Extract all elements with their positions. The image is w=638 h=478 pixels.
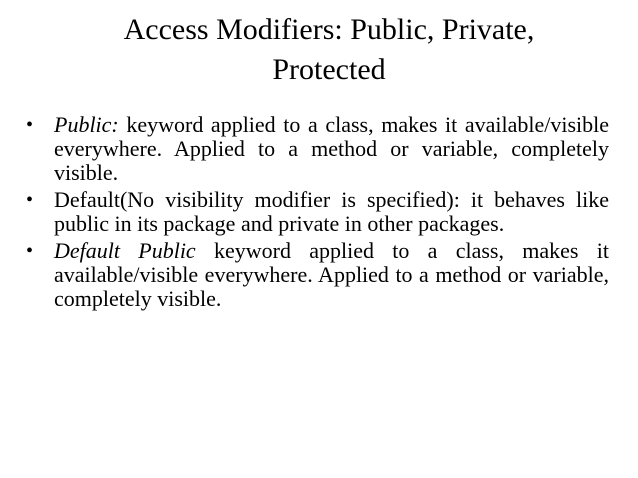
bullet-lead: Default Public — [54, 238, 196, 263]
bullet-dot-icon: • — [26, 189, 34, 211]
bullet-text: keyword applied to a class, makes it available/visible everywhere. Applied to a method or variable, completely visible. — [54, 238, 609, 311]
slide-title-line-2: Protected — [272, 53, 386, 86]
bullet-default — [24, 188, 609, 236]
bullet-text: keyword applied to a class, makes it available/visible everywhere. Applied to a method or variable, completely visible. — [54, 112, 609, 185]
bullet-lead: Public: — [54, 112, 119, 137]
bullet-dot-icon: • — [26, 114, 34, 136]
bullet-public — [24, 113, 609, 185]
slide-title-line-1: Access Modifiers: Public, Private, — [123, 13, 535, 46]
slide-title — [40, 10, 618, 90]
bullet-dot-icon: • — [26, 240, 34, 262]
bullet-text: Default(No visibility modifier is specified): it behaves like public in its package and private in other packages. — [54, 187, 609, 236]
bullet-list — [24, 113, 609, 314]
bullet-default-public — [24, 239, 609, 311]
